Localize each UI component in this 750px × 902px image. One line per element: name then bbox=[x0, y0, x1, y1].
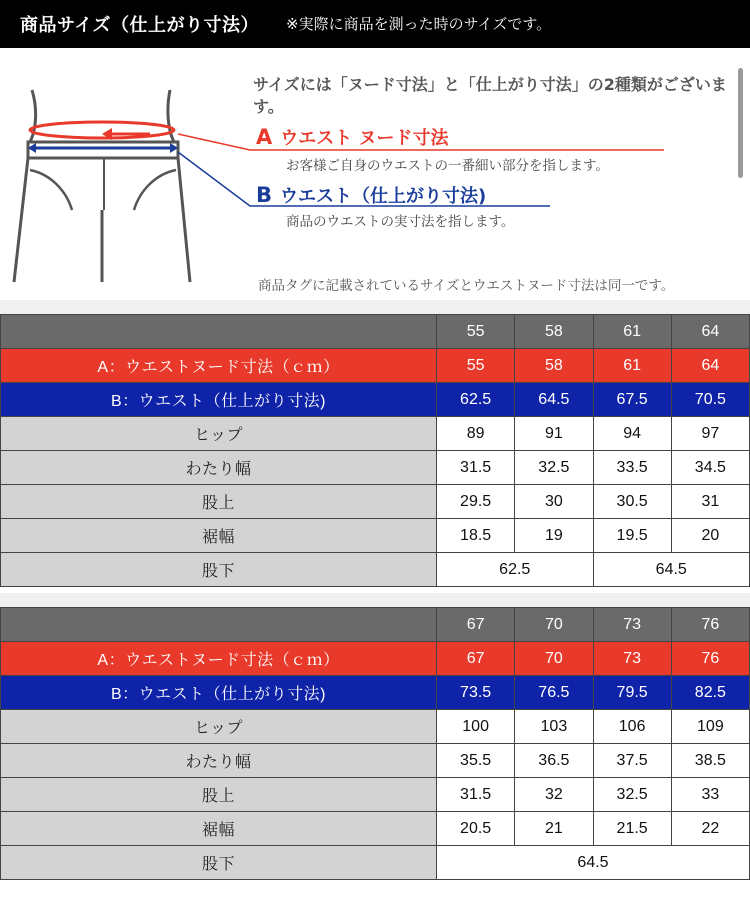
label-a-description: お客様ご自身のウエストの一番細い部分を指します。 bbox=[286, 158, 609, 174]
table-cell: 70.5 bbox=[671, 383, 749, 417]
size-header: 64 bbox=[671, 315, 749, 349]
section-divider bbox=[0, 593, 750, 607]
table-cell: 67 bbox=[437, 642, 515, 676]
row-label: B：ウエスト（仕上がり寸法) bbox=[1, 676, 437, 710]
label-waist-finished bbox=[256, 182, 486, 208]
size-table-1 bbox=[0, 314, 750, 587]
hem-width-row bbox=[1, 812, 750, 846]
thigh-width-row bbox=[1, 744, 750, 778]
size-explanation-panel bbox=[0, 60, 750, 300]
waist-nude-ellipse bbox=[30, 122, 174, 138]
table-cell: 73 bbox=[593, 642, 671, 676]
table-cell: 64.5 bbox=[593, 553, 750, 587]
rise-row bbox=[1, 778, 750, 812]
table-cell: 30 bbox=[515, 485, 593, 519]
row-label: 股下 bbox=[1, 553, 437, 587]
header-blank-cell bbox=[1, 608, 437, 642]
size-header: 58 bbox=[515, 315, 593, 349]
table-cell: 73.5 bbox=[437, 676, 515, 710]
scrollbar[interactable] bbox=[738, 68, 743, 178]
table-cell: 76 bbox=[671, 642, 749, 676]
hip-row bbox=[1, 417, 750, 451]
row-label: わたり幅 bbox=[1, 451, 437, 485]
section-divider bbox=[0, 300, 750, 314]
table-cell: 55 bbox=[437, 349, 515, 383]
row-label: B：ウエスト（仕上がり寸法) bbox=[1, 383, 437, 417]
hem-width-row bbox=[1, 519, 750, 553]
inseam-row bbox=[1, 846, 750, 880]
hip-row bbox=[1, 710, 750, 744]
table-cell: 61 bbox=[593, 349, 671, 383]
row-label: A：ウエストヌード寸法（ｃｍ） bbox=[1, 349, 437, 383]
table-cell: 94 bbox=[593, 417, 671, 451]
row-label: 股上 bbox=[1, 778, 437, 812]
table-cell: 31 bbox=[671, 485, 749, 519]
table-cell: 89 bbox=[437, 417, 515, 451]
table-header-row bbox=[1, 608, 750, 642]
table-cell: 109 bbox=[671, 710, 749, 744]
table-cell: 58 bbox=[515, 349, 593, 383]
label-a-title: ウエスト ヌード寸法 bbox=[280, 128, 449, 149]
row-label: 股上 bbox=[1, 485, 437, 519]
table-cell: 64 bbox=[671, 349, 749, 383]
table-header-row bbox=[1, 315, 750, 349]
table-cell: 67.5 bbox=[593, 383, 671, 417]
waist-finished-row bbox=[1, 676, 750, 710]
table-cell: 36.5 bbox=[515, 744, 593, 778]
pants-outline bbox=[14, 158, 190, 282]
size-header: 55 bbox=[437, 315, 515, 349]
row-label: 裾幅 bbox=[1, 812, 437, 846]
label-b-description: 商品のウエストの実寸法を指します。 bbox=[286, 214, 515, 230]
size-header: 61 bbox=[593, 315, 671, 349]
table-cell: 100 bbox=[437, 710, 515, 744]
size-table-2 bbox=[0, 607, 750, 880]
label-a-letter: A bbox=[256, 125, 273, 149]
table-cell: 35.5 bbox=[437, 744, 515, 778]
table-cell: 64.5 bbox=[437, 846, 750, 880]
table-cell: 20.5 bbox=[437, 812, 515, 846]
row-label: ヒップ bbox=[1, 417, 437, 451]
row-label: 股下 bbox=[1, 846, 437, 880]
label-waist-nude bbox=[256, 124, 449, 150]
row-label: わたり幅 bbox=[1, 744, 437, 778]
table-cell: 22 bbox=[671, 812, 749, 846]
pocket-right bbox=[134, 170, 176, 210]
table-cell: 31.5 bbox=[437, 451, 515, 485]
table-cell: 32.5 bbox=[593, 778, 671, 812]
table-cell: 19 bbox=[515, 519, 593, 553]
thigh-width-row bbox=[1, 451, 750, 485]
table-cell: 76.5 bbox=[515, 676, 593, 710]
table-cell: 31.5 bbox=[437, 778, 515, 812]
waist-nude-row bbox=[1, 349, 750, 383]
page-header bbox=[0, 0, 750, 48]
waist-nude-row bbox=[1, 642, 750, 676]
table-cell: 103 bbox=[515, 710, 593, 744]
table-cell: 19.5 bbox=[593, 519, 671, 553]
label-b-title: ウエスト（仕上がり寸法) bbox=[280, 186, 487, 207]
table-cell: 37.5 bbox=[593, 744, 671, 778]
table-cell: 18.5 bbox=[437, 519, 515, 553]
table-cell: 70 bbox=[515, 642, 593, 676]
size-header: 76 bbox=[671, 608, 749, 642]
table-cell: 29.5 bbox=[437, 485, 515, 519]
rise-row bbox=[1, 485, 750, 519]
pocket-left bbox=[30, 170, 72, 210]
table-cell: 62.5 bbox=[437, 383, 515, 417]
waist-finished-row bbox=[1, 383, 750, 417]
row-label: ヒップ bbox=[1, 710, 437, 744]
header-note: ※実際に商品を測った時のサイズです。 bbox=[286, 15, 552, 33]
page-title: 商品サイズ（仕上がり寸法） bbox=[20, 15, 260, 36]
table-cell: 64.5 bbox=[515, 383, 593, 417]
table-cell: 30.5 bbox=[593, 485, 671, 519]
table-cell: 33 bbox=[671, 778, 749, 812]
table-cell: 32 bbox=[515, 778, 593, 812]
size-intro-text: サイズには「ヌード寸法」と「仕上がり寸法」の2種類がございます。 bbox=[253, 75, 727, 116]
table-cell: 82.5 bbox=[671, 676, 749, 710]
size-tag-footnote: 商品タグに記載されているサイズとウエストヌード寸法は同一です。 bbox=[258, 278, 675, 294]
table-cell: 79.5 bbox=[593, 676, 671, 710]
table-cell: 97 bbox=[671, 417, 749, 451]
inseam-row bbox=[1, 553, 750, 587]
table-cell: 62.5 bbox=[437, 553, 594, 587]
label-b-letter: B bbox=[256, 183, 273, 207]
size-header: 73 bbox=[593, 608, 671, 642]
table-cell: 91 bbox=[515, 417, 593, 451]
table-cell: 34.5 bbox=[671, 451, 749, 485]
table-cell: 21.5 bbox=[593, 812, 671, 846]
table-cell: 32.5 bbox=[515, 451, 593, 485]
table-cell: 106 bbox=[593, 710, 671, 744]
size-header: 67 bbox=[437, 608, 515, 642]
waistband bbox=[28, 142, 178, 158]
row-label: A：ウエストヌード寸法（ｃｍ） bbox=[1, 642, 437, 676]
table-cell: 21 bbox=[515, 812, 593, 846]
row-label: 裾幅 bbox=[1, 519, 437, 553]
header-blank-cell bbox=[1, 315, 437, 349]
size-header: 70 bbox=[515, 608, 593, 642]
table-cell: 20 bbox=[671, 519, 749, 553]
table-cell: 38.5 bbox=[671, 744, 749, 778]
table-cell: 33.5 bbox=[593, 451, 671, 485]
